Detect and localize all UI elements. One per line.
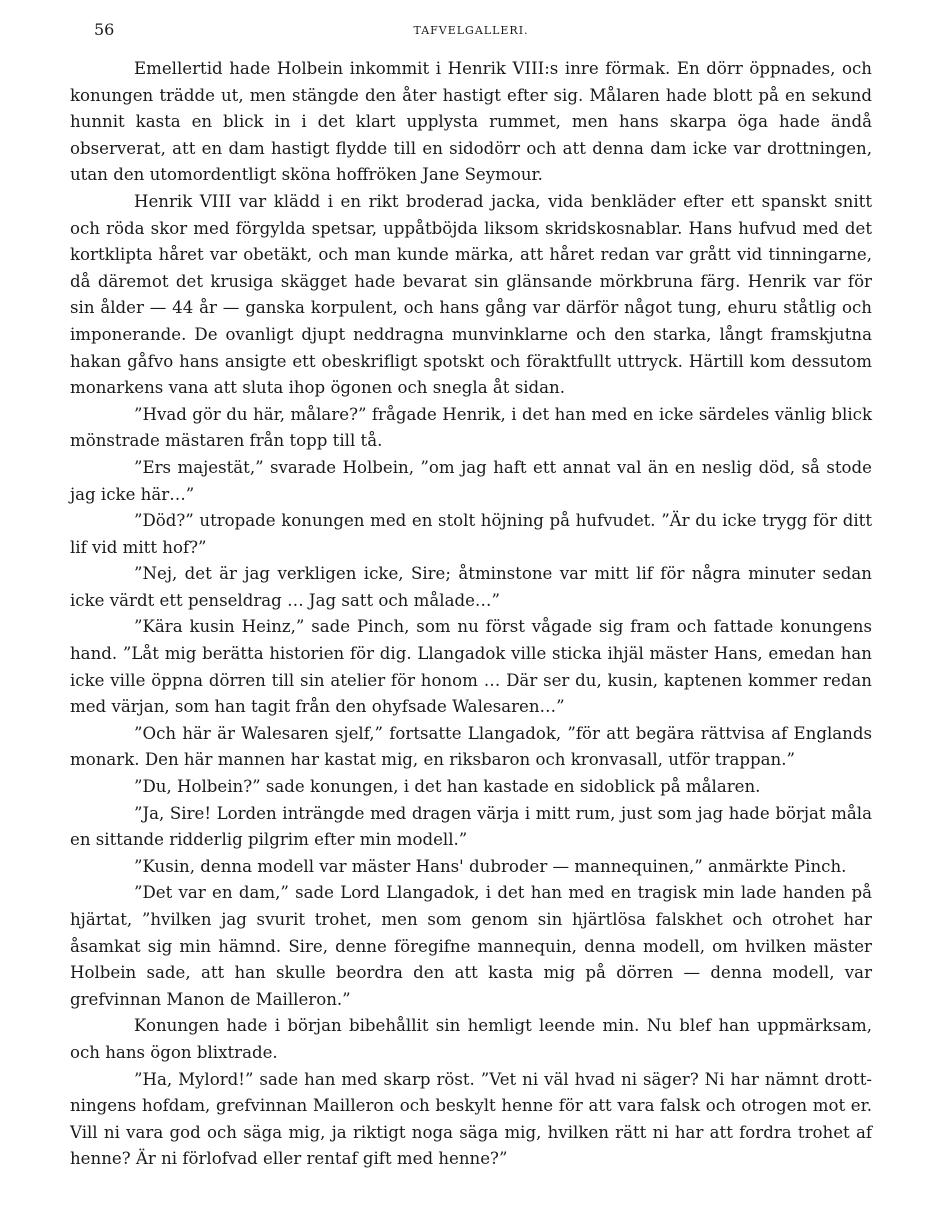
paragraph: ”Död?” utropade konungen med en stolt höjning på hufvudet. ”Är du icke trygg för ditt lif vid mitt hof?” [70, 511, 872, 557]
paragraph: ”Kusin, denna modell var mäster Hans' dubroder — mannequinen,” anmärkte Pinch. [134, 856, 847, 876]
paragraph: ”Ja, Sire! Lorden inträngde med dragen värja i mitt rum, just som jag hade börjat måla en sittande ridderlig pilgrim efter min modell.” [70, 803, 872, 850]
paragraph: ”Hvad gör du här, målare?” frågade Henrik, i det han med en icke särdeles vänlig blick mönstrade mästaren från topp till tå. [70, 404, 872, 451]
paragraph: ”Det var en dam,” sade Lord Llangadok, i det han med en tragisk min lade handen på hjärtat, ”hvilken jag svurit trohet, men som genom sin hjärtlösa falskhet och otrohet har åsamkat sig min hämnd. Sire, denne föregifne mannequin, denna modell, om hvilken mäster Holbein sade, att han skulle beordra den att kasta mig på dörren — denna modell, var grefvinnan Manon de Mailleron.” [70, 883, 872, 1009]
page-header [70, 20, 872, 44]
paragraph: ”Kära kusin Heinz,” sade Pinch, som nu först vågade sig fram och fattade konungens hand. ”Låt mig berätta historien för dig. Llangadok ville sticka ihjäl mäster Hans, emedan han icke ville öppna dörren till sin atelier för honom … Där ser du, kusin, kaptenen kommer redan med värjan, som han tagit från den ohyfsade Walesaren…” [70, 617, 872, 717]
paragraph: Henrik VIII var klädd i en rikt broderad jacka, vida benkläder efter ett spanskt snitt och röda skor med förgylda spetsar, uppåtböjda liksom skridskosnablar. Hans hufvud med det kortklipta håret var obetäkt, och man kunde märka, att håret redan var grått vid tinningarne, då däremot det krusiga skägget hade bevarat sin glänsande mörkbruna färg. Henrik var för sin ålder — 44 år — ganska korpulent, och hans gång var därför något tung, ehuru ståtlig och imponerande. De ovanligt djupt neddragna munvinklarne och den starka, långt framskjutna hakan gåfvo hans ansigte ett obeskrifligt spotskt och föraktfullt uttryck. Härtill kom dessutom monarkens vana att sluta ihop ögonen och snegla åt sidan. [70, 191, 872, 398]
paragraph: Emellertid hade Holbein inkommit i Henrik VIII:s inre förmak. En dörr öppnades, och konungen trädde ut, men stängde den åter hastigt efter sig. Målaren hade blott på en sekund hunnit kasta en blick in i det klart upplysta rummet, men hans skarpa öga hade ändå observerat, att en dam hastigt flydde till en sidodörr och att denna dam icke var drottningen, utan den utomordentligt sköna hoffröken Jane Seymour. [70, 59, 872, 185]
text-body [70, 56, 872, 1173]
running-title: TAFVELGALLERI. [413, 24, 529, 37]
paragraph: ”Ha, Mylord!” sade han med skarp röst. ”Vet ni väl hvad ni säger? Ni har nämnt drottningens hofdam, grefvinnan Mailleron och beskylt henne för att vara falsk och otrogen mot er. Vill ni vara god och säga mig, ja riktigt noga säga mig, hvilken rätt ni har att fordra trohet af henne? Är ni förlofvad eller rentaf gift med henne?” [70, 1069, 872, 1169]
paragraph: ”Ers majestät,” svarade Holbein, ”om jag haft ett annat val än en neslig död, så stode jag icke här…” [70, 457, 872, 504]
paragraph: ”Nej, det är jag verkligen icke, Sire; åtminstone var mitt lif för några minuter sedan icke värdt ett penseldrag … Jag satt och målade…” [70, 564, 872, 610]
page-number: 56 [94, 20, 115, 39]
paragraph: ”Du, Holbein?” sade konungen, i det han kastade en sidoblick på målaren. [134, 777, 761, 797]
paragraph: Konungen hade i början bibehållit sin hemligt leende min. Nu blef han uppmärksam, och hans ögon blixtrade. [70, 1016, 872, 1062]
paragraph: ”Och här är Walesaren sjelf,” fortsatte Llangadok, ”för att begära rättvisa af Englands monark. Den här mannen har kastat mig, en riksbaron och kronvasall, utför trappan.” [70, 723, 872, 770]
